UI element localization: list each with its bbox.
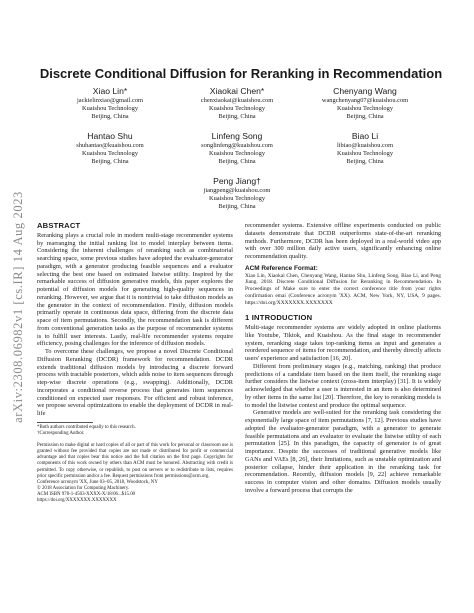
- author-email: libiao@kuaishou.com: [336, 142, 394, 149]
- author-location: Beijing, China: [346, 113, 384, 121]
- author-name: Xiao Lin*: [92, 86, 128, 96]
- copyright-line: © 2018 Association for Computing Machinery.: [37, 485, 130, 491]
- right-column: [245, 222, 441, 495]
- arxiv-identifier: arXiv:2308.06982v1 [cs.IR] 14 Aug 2023: [11, 191, 25, 423]
- abstract-continuation: recommender systems. Extensive offline experiments conducted on public datasets demonstrate that DCDR outperforms state-of-the-art reranking methods. Furthermore, DCDR has been deployed in a real-world video app with over 300 million daily active users, significantly enhancing online recommendation quality.: [245, 222, 441, 260]
- author-location: Beijing, China: [346, 158, 384, 166]
- author-affiliation: Kuaishou Technology: [208, 105, 266, 113]
- footnote: †Corresponding Author.: [37, 430, 85, 436]
- abstract-paragraph: Reranking plays a crucial role in modern multi-stage recommender systems by rearranging the initial ranking list to model interplay between items. Considering the inherent challenges of reranking such as combinatorial searching space, some previous studies have adopted the evaluator-generator paradigm, with a generator producing feasible sequences and a evaluator selecting the best one based on estimated listwise utility. Inspired by the remarkable success of diffusion generative models, this paper explores the potential of diffusion models for generating high-quality sequences in reranking. However, we argue that it is nontrivial to take diffusion models as the generator in the context of recommendation. Firstly, diffusion models primarily operate in continuous data space, differing from the discrete data space of item permutations. Secondly, the recommendation task is different from conventional generation tasks as the purpose of recommender systems is to fulfill user interests. Lastly, real-life recommender systems require efficiency, posing challenges for the inference of diffusion models.: [37, 231, 233, 348]
- footnote: *Both authors contributed equally to this research.: [37, 424, 136, 430]
- author-email: wangchenyang07@kuaishou.com: [321, 97, 409, 104]
- conference-line: Conference acronym 'XX, June 03–05, 2018, Woodstock, NY: [37, 479, 158, 485]
- author-location: Beijing, China: [218, 158, 256, 166]
- author-block: [300, 86, 430, 122]
- author-block: [172, 86, 302, 122]
- author-email: shuhantao@kuaishou.com: [76, 142, 144, 149]
- author-affiliation: Kuaishou Technology: [81, 105, 139, 113]
- permission-notice: Permission to make digital or hard copies of all or part of this work for personal or classroom use is granted without fee provided that copies are not made or distributed for profit or commercial advantage and that copies bear this notice and the full citation on the first page. Copyrights for components of this work owned by others than ACM must be honored. Abstracting with credit is permitted. To copy otherwise, or republish, to post on servers or to redistribute to lists, requires prior specific permission and/or a fee. Request permissions from permissions@acm.org.: [37, 443, 233, 479]
- author-affiliation: Kuaishou Technology: [336, 105, 394, 113]
- abstract-paragraph: To overcome these challenges, we propose a novel Discrete Conditional Diffusion Reranking (DCDR) framework for recommendation. DCDR extends traditional diffusion models by introducing a discrete forward process with tractable posteriors, which adds noise to item sequences through step-wise discrete operations (e.g., swapping). Additionally, DCDR incorporates a conditional reverse process that generates item sequences conditioned on expected user responses. For efficient and robust inference, we propose several optimizations to enable the deployment of DCDR in real-life: [37, 348, 233, 417]
- author-location: Beijing, China: [91, 113, 129, 121]
- paper-title: Discrete Conditional Diffusion for Reranking in Recommendation: [39, 66, 443, 81]
- author-name: Xiaokai Chen*: [209, 86, 265, 96]
- author-location: Beijing, China: [91, 158, 129, 166]
- author-affiliation: Kuaishou Technology: [208, 150, 266, 158]
- author-block: [300, 131, 430, 167]
- reference-format-heading: ACM Reference Format:: [245, 264, 318, 272]
- author-email: chenxiaokai@kuaishou.com: [200, 97, 274, 104]
- author-block: [45, 86, 175, 122]
- intro-paragraph: Multi-stage recommender systems are widely adopted in online platforms like Youtube, Tiktok, and Kuaishou. As the final stage in recommender system, reranking stage takes top-ranking items as input and generates a reordered sequence of items for recommendation, and thereby directly affects users' experience and satisfaction [16, 20].: [245, 324, 441, 363]
- author-email: jackielinxiao@gmail.com: [76, 97, 144, 104]
- author-location: Beijing, China: [218, 113, 256, 121]
- author-affiliation: Kuaishou Technology: [208, 195, 266, 203]
- author-name: Biao Li: [351, 131, 379, 141]
- reference-format: Xiao Lin, Xiaokai Chen, Chenyang Wang, Hantao Shu, Linfeng Song, Biao Li, and Peng Jiang. 2018. Discrete Conditional Diffusion for Reranking in Recommendation. In Proceedings of Make sure to enter the correct conference title from your rights confirmation emai (Conference acronym 'XX). ACM, New York, NY, USA, 9 pages. https://doi.org/XXXXXXX.XXXXXXX: [245, 272, 441, 306]
- author-name: Chenyang Wang: [333, 86, 397, 96]
- author-affiliation: Kuaishou Technology: [81, 150, 139, 158]
- author-affiliation: Kuaishou Technology: [336, 150, 394, 158]
- author-email: songlinfeng@kuaishou.com: [201, 142, 273, 149]
- footnote-rule: [37, 422, 93, 423]
- intro-paragraph: Generative models are well-suited for the reranking task considering the exponentially large space of item permutations [7, 12]. Previous studies have adopted the evaluator-generator paradigm, with a generator to generate feasible permutations and an evaluator to evaluate the listwise utility of each permutation [25]. In this paradigm, the capacity of generator is of great importance. Despite the successes of traditional generative models like GANs and VAEs [8, 26], their limitations, such as unstable optimization and posterior collapse, hinder their application in the reranking task for recommendation. Recently, diffusion models [9, 22] achieve remarkable success in computer vision and other domains. Diffusion models usually involve a forward process that corrupts the: [245, 409, 441, 494]
- doi-line: https://doi.org/XXXXXXX.XXXXXXX: [37, 498, 117, 503]
- author-email: jiangpeng@kuaishou.com: [203, 187, 271, 194]
- author-block: [172, 131, 302, 167]
- intro-paragraph: Different from preliminary stages (e.g., matching, ranking) that produce predictions of a candidate item based on the item itself, the reranking stage further considers the listwise context (cross-item interplay) [31]. It is widely acknowledged that whether a user is interested in an item is also determined by other items in the same list [20]. Therefore, the key to reranking models is to model the listwise context and produce the optimal sequence.: [245, 362, 441, 409]
- isbn-line: ACM ISBN 978-1-4503-XXXX-X/18/06...$15.00: [37, 491, 136, 497]
- introduction-heading: 1 INTRODUCTION: [245, 313, 313, 323]
- author-name: Peng Jiang†: [213, 176, 261, 186]
- author-block: [45, 131, 175, 167]
- left-column: [37, 222, 233, 504]
- author-name: Linfeng Song: [211, 131, 263, 141]
- abstract-heading: ABSTRACT: [37, 221, 81, 230]
- author-location: Beijing, China: [218, 203, 256, 211]
- author-name: Hantao Shu: [87, 131, 133, 141]
- author-block: [172, 176, 302, 212]
